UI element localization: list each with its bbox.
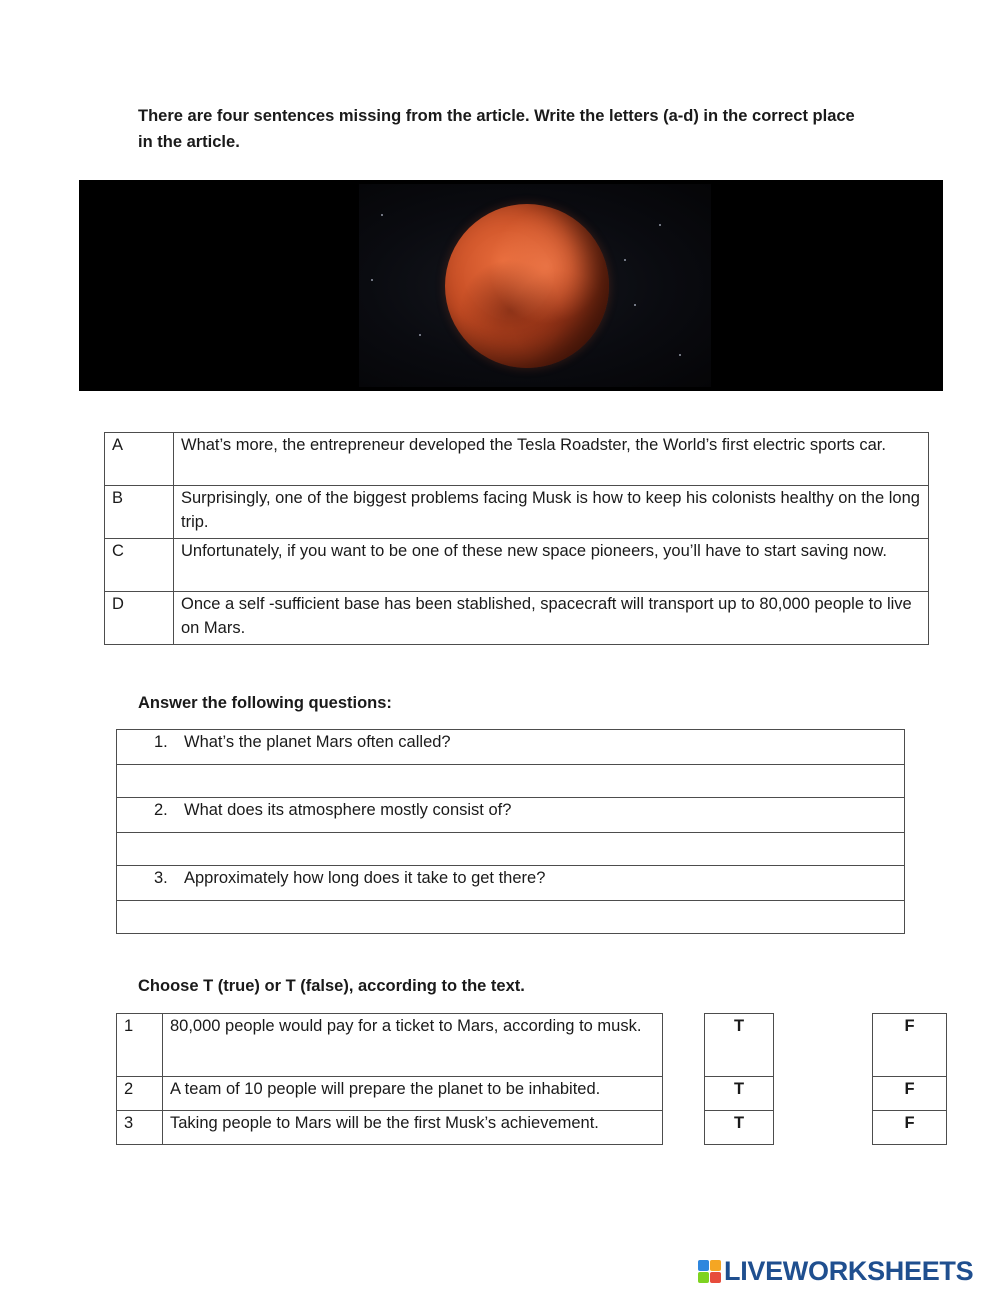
sentence-text: Once a self -sufficient base has been stablished, spacecraft will transport up to 80,000 people to live on Mars. — [174, 592, 929, 645]
table-row — [105, 486, 929, 539]
question-cell — [117, 798, 905, 833]
question-cell — [117, 730, 905, 765]
statement-number: 2 — [117, 1077, 163, 1111]
instruction-missing-sentences: There are four sentences missing from the article. Write the letters (a-d) in the correct place in the article. — [138, 107, 855, 151]
true-option[interactable]: T — [705, 1077, 774, 1111]
question-row — [117, 798, 905, 833]
answer-row — [117, 765, 905, 798]
true-option[interactable]: T — [705, 1014, 774, 1077]
instruction-true-false: Choose T (true) or T (false), according to the text. — [138, 977, 525, 995]
sentence-text: Unfortunately, if you want to be one of these new space pioneers, you’ll have to start saving now. — [174, 539, 929, 592]
statement-number: 3 — [117, 1111, 163, 1145]
question-number: 2. — [154, 801, 168, 819]
missing-sentences-table — [104, 432, 929, 645]
false-option[interactable]: F — [873, 1077, 947, 1111]
liveworksheets-logo-icon — [698, 1260, 721, 1283]
question-text: Approximately how long does it take to get there? — [184, 869, 546, 887]
question-text: What’s the planet Mars often called? — [184, 733, 451, 751]
answer-field[interactable] — [117, 901, 905, 934]
false-option[interactable]: F — [873, 1111, 947, 1145]
table-row — [105, 592, 929, 645]
statement-number: 1 — [117, 1014, 163, 1077]
question-cell — [117, 866, 905, 901]
liveworksheets-logo-text: LIVEWORKSHEETS — [724, 1255, 974, 1286]
table-row — [105, 433, 929, 486]
statement-text: Taking people to Mars will be the first Musk’s achievement. — [163, 1111, 663, 1145]
false-option[interactable]: F — [873, 1014, 947, 1077]
liveworksheets-logo — [698, 1254, 973, 1288]
statement-text: 80,000 people would pay for a ticket to Mars, according to musk. — [163, 1014, 663, 1077]
statement-text: A team of 10 people will prepare the planet to be inhabited. — [163, 1077, 663, 1111]
sentence-letter: D — [105, 592, 174, 645]
sentence-text: Surprisingly, one of the biggest problems facing Musk is how to keep his colonists healthy on the long trip. — [174, 486, 929, 539]
question-number: 1. — [154, 733, 168, 751]
true-column — [704, 1013, 774, 1145]
table-row — [117, 1111, 663, 1145]
table-row — [105, 539, 929, 592]
true-option[interactable]: T — [705, 1111, 774, 1145]
questions-table — [116, 729, 905, 934]
answer-row — [117, 901, 905, 934]
question-text: What does its atmosphere mostly consist of? — [184, 801, 512, 819]
mars-planet-image — [445, 204, 609, 368]
sentence-letter: A — [105, 433, 174, 486]
table-row — [117, 1014, 663, 1077]
sentence-letter: C — [105, 539, 174, 592]
space-background — [359, 184, 711, 387]
false-column — [872, 1013, 947, 1145]
question-row — [117, 730, 905, 765]
true-false-statements-table — [116, 1013, 663, 1145]
question-row — [117, 866, 905, 901]
answer-field[interactable] — [117, 765, 905, 798]
question-number: 3. — [154, 869, 168, 887]
table-row — [117, 1077, 663, 1111]
instruction-answer-questions: Answer the following questions: — [138, 694, 392, 712]
sentence-text: What’s more, the entrepreneur developed the Tesla Roadster, the World’s first electric sports car. — [174, 433, 929, 486]
sentence-letter: B — [105, 486, 174, 539]
answer-field[interactable] — [117, 833, 905, 866]
answer-row — [117, 833, 905, 866]
mars-banner — [79, 180, 943, 391]
